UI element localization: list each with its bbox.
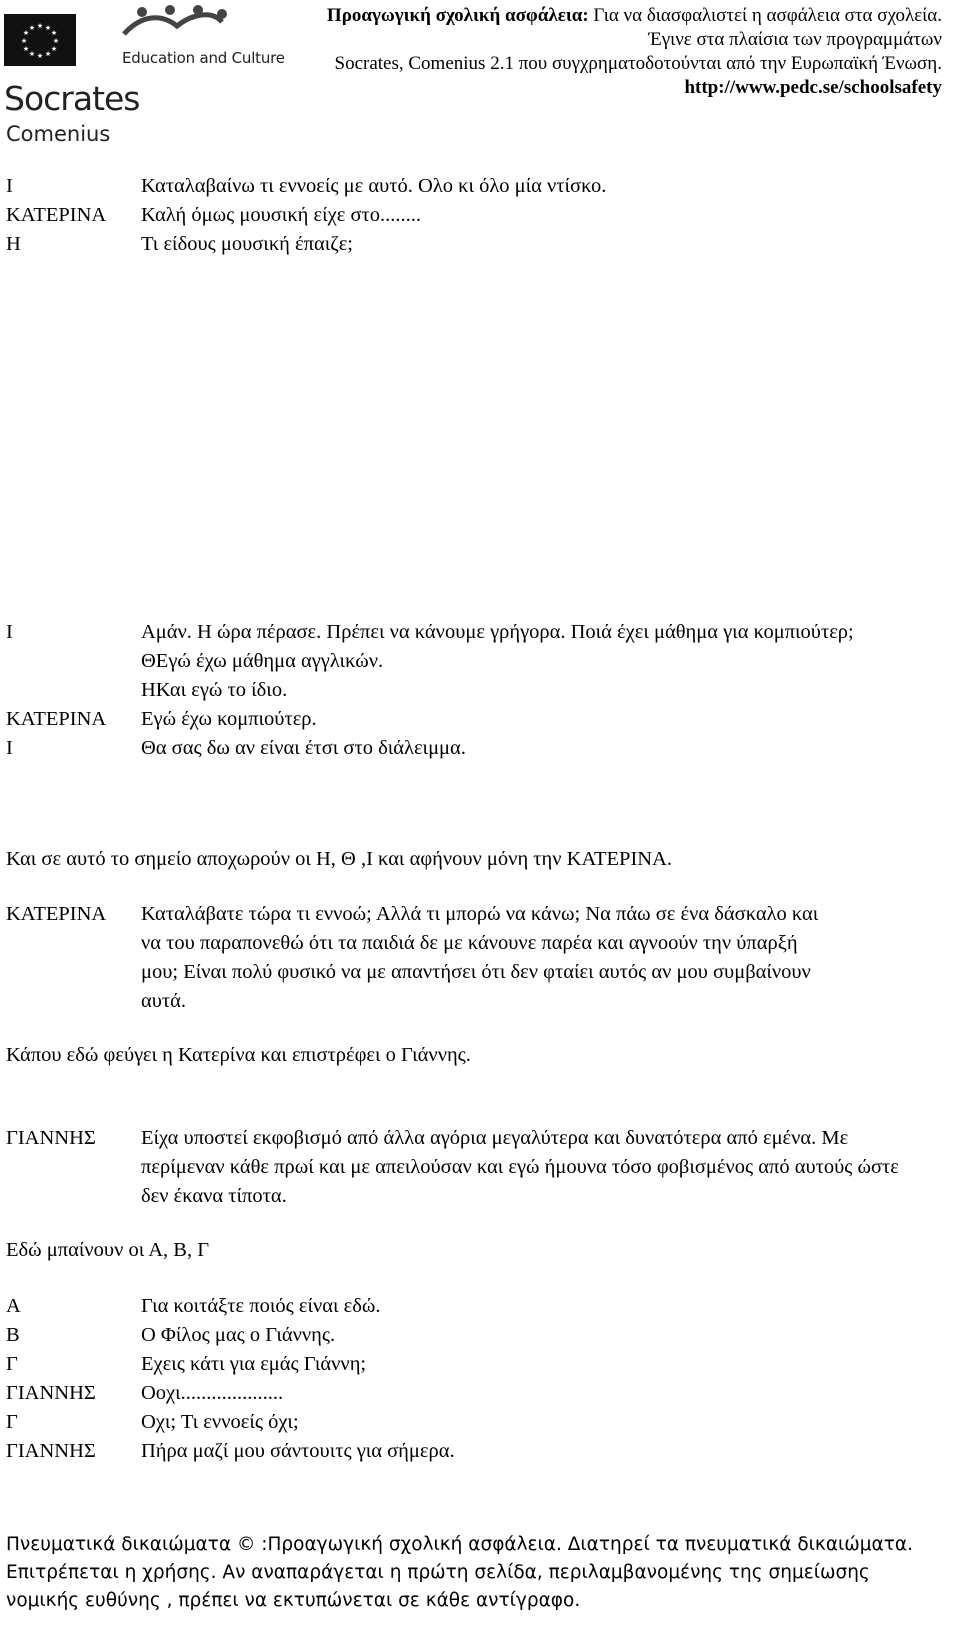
speaker (6, 647, 141, 676)
line-text: Τι είδους μουσική έπαιζε; (141, 233, 354, 255)
dialogue-line (6, 1124, 901, 1211)
speaker: Ι (6, 175, 13, 197)
stage-direction-3: Εδώ μπαίνουν οι Α, Β, Γ (6, 1239, 210, 1261)
dialogue-block-4 (6, 1124, 901, 1211)
line-text: Καταλαβαίνω τι εννοείς με αυτό. Ολο κι όλο μία ντίσκο. (141, 175, 607, 197)
svg-text:★: ★ (20, 37, 28, 45)
dialogue-line (6, 734, 921, 763)
education-culture-label: Education and Culture (122, 49, 285, 67)
dialogue-line (6, 1408, 921, 1437)
speaker: ΓΙΑΝΝΗΣ (6, 1440, 96, 1462)
header-url[interactable] (322, 76, 942, 100)
speaker: ΚΑΤΕΡΙΝΑ (6, 903, 107, 925)
dialogue-block-2 (6, 618, 921, 763)
comenius-logo-text: Comenius (6, 122, 111, 146)
speaker: ΚΑΤΕΡΙΝΑ (6, 204, 107, 226)
speaker: ΚΑΤΕΡΙΝΑ (6, 708, 107, 730)
dialogue-block-1 (6, 172, 921, 259)
line-text: Για κοιτάξτε ποιός είναι εδώ. (141, 1295, 381, 1317)
svg-text:★: ★ (52, 37, 60, 45)
speaker: Η (6, 233, 21, 255)
header-title-bold: Προαγωγική σχολική ασφάλεια: (326, 5, 589, 26)
line-text: Οχι; Τι εννοείς όχι; (141, 1411, 299, 1433)
line-text: Ο Φίλος μας ο Γιάννης. (141, 1324, 336, 1346)
copyright-footer: Πνευματικά δικαιώματα © :Προαγωγική σχολική ασφάλεια. Διατηρεί τα πνευματικά δικαιώματα. Επιτρέπεται η χρήσης. Αν αναπαράγεται η πρώτη σελίδα, περιλαμβανομένης της σημείωσης νομικής ευθύνης , πρέπει να εκτυπώνεται σε κάθε αντίγραφο. (6, 1534, 913, 1611)
dialogue-line (6, 900, 831, 1016)
line-text: Καταλάβατε τώρα τι εννοώ; Αλλά τι μπορώ να κάνω; Να πάω σε ένα δάσκαλο και να του παραπονεθώ ότι τα παιδιά δε με κάνουνε παρέα και αγνοούν την ύπαρξή μου; Είναι πολύ φυσικό να με απαντήσει ότι δεν φταίει αυτός αν μου συμβαίνουν αυτά. (141, 903, 819, 1012)
stage-direction-1: Και σε αυτό το σημείο αποχωρούν οι Η, Θ ,Ι και αφήνουν μόνη την ΚΑΤΕΡΙΝΑ. (6, 848, 672, 870)
dialogue-line (6, 1292, 921, 1321)
dialogue-line (6, 1437, 921, 1466)
svg-text:★: ★ (22, 45, 30, 53)
header-project-info (322, 4, 942, 100)
dialogue-line (6, 705, 921, 734)
speaker (6, 676, 141, 705)
speaker: Γ (6, 1353, 18, 1375)
dialogue-line (6, 172, 921, 201)
line-text: Καλή όμως μουσική είχε στο........ (141, 204, 421, 226)
svg-text:★: ★ (36, 22, 44, 30)
dialogue-line (6, 676, 921, 705)
dialogue-block-5 (6, 1292, 921, 1466)
speaker: Β (6, 1324, 20, 1346)
line-text: Οοχι.................... (141, 1382, 284, 1404)
svg-text:★: ★ (22, 29, 30, 37)
page-header (0, 0, 960, 160)
svg-text:★: ★ (44, 24, 52, 32)
svg-text:★: ★ (28, 24, 36, 32)
dialogue-line (6, 1350, 921, 1379)
dialogue-line (6, 230, 921, 259)
speaker: Ι (6, 737, 13, 759)
header-title (322, 4, 942, 28)
speaker: Α (6, 1295, 21, 1317)
line-text: ΘΕγώ έχω μάθημα αγγλικών. (141, 650, 384, 672)
dialogue-line (6, 618, 921, 647)
header-line3: Socrates, Comenius 2.1 που συγχρηματοδοτούνται από την Ευρωπαϊκή Ένωση. (334, 53, 942, 74)
speaker: Ι (6, 621, 13, 643)
line-text: Πήρα μαζί μου σάντουιτς για σήμερα. (141, 1440, 455, 1462)
speaker: Γ (6, 1411, 18, 1433)
line-text: Είχα υποστεί εκφοβισμό από άλλα αγόρια μεγαλύτερα και δυνατότερα από εμένα. Με περίμεναν κάθε πρωί και με απειλούσαν και εγώ ήμουνα τόσο φοβισμένος από αυτούς ώστε δεν έκανα τίποτα. (141, 1127, 899, 1207)
dialogue-line (6, 647, 921, 676)
dialogue-block-3 (6, 900, 831, 1016)
svg-text:★: ★ (28, 50, 36, 58)
line-text: Θα σας δω αν είναι έτσι στο διάλειμμα. (141, 737, 466, 759)
svg-text:★: ★ (36, 52, 44, 60)
svg-text:★: ★ (44, 50, 52, 58)
header-line2: Έγινε στα πλαίσια των προγραμμάτων (648, 29, 942, 50)
speaker: ΓΙΑΝΝΗΣ (6, 1382, 96, 1404)
svg-text:★: ★ (50, 45, 58, 53)
dialogue-line (6, 201, 921, 230)
line-text: ΗΚαι εγώ το ίδιο. (141, 679, 288, 701)
stage-direction-2: Κάπου εδώ φεύγει η Κατερίνα και επιστρέφει ο Γιάννης. (6, 1044, 471, 1066)
svg-text:★: ★ (50, 29, 58, 37)
header-title-rest: Για να διασφαλιστεί η ασφάλεια στα σχολεία. (588, 5, 942, 26)
socrates-logo-text: Socrates (4, 79, 140, 118)
dialogue-line (6, 1321, 921, 1350)
line-text: Εγώ έχω κομπιούτερ. (141, 708, 317, 730)
dialogue-line (6, 1379, 921, 1408)
line-text: Αμάν. Η ώρα πέρασε. Πρέπει να κάνουμε γρήγορα. Ποιά έχει μάθημα για κομπιούτερ; (141, 621, 854, 643)
header-url-text[interactable]: http://www.pedc.se/schoolsafety (684, 77, 942, 98)
speaker: ΓΙΑΝΝΗΣ (6, 1127, 96, 1149)
eu-flag-logo (4, 14, 76, 66)
line-text: Εχεις κάτι για εμάς Γιάννη; (141, 1353, 367, 1375)
